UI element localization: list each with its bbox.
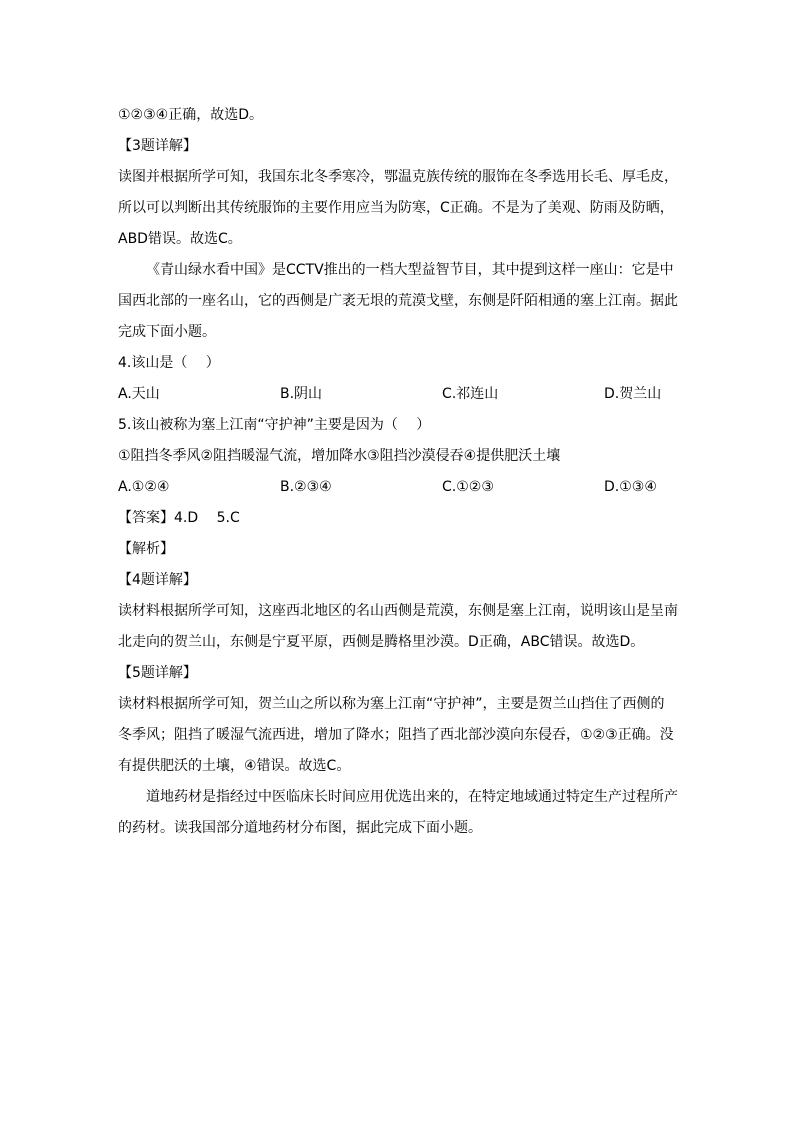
text-line: 所以可以判断出其传统服饰的主要作用应当为防寒，C正确。不是为了美观、防雨及防晒， [118,200,674,216]
section-heading-q5: 【5题详解】 [118,665,197,681]
text-line: 北走向的贺兰山，东侧是宁夏平原，西侧是腾格里沙漠。D正确，ABC错误。故选D。 [118,634,645,650]
option-d: D.贺兰山 [604,386,662,402]
option-b: B.阴山 [280,386,323,402]
question-5-stem: 5.该山被称为塞上江南“守护神”主要是因为（ ） [118,417,431,433]
question-4-stem: 4.该山是（ ） [118,355,220,371]
text-line: 读图并根据所学可知，我国东北冬季寒冷，鄂温克族传统的服饰在冬季选用长毛、厚毛皮， [118,169,678,185]
answer-line: 【答案】4.D 5.C [118,510,240,526]
question-5-options [118,472,684,503]
analysis-heading: 【解析】 [118,541,174,557]
section-heading-q4: 【4题详解】 [118,572,197,588]
text-line: 冬季风；阻挡了暖湿气流西进，增加了降水；阻挡了西北部沙漠向东侵吞，①②③正确。没 [118,727,674,743]
passage-line: 道地药材是指经过中医临床长时间应用优选出来的，在特定地域通过特定生产过程所产 [146,789,678,805]
option-a: A.天山 [118,386,160,402]
text-line: ABD错误。故选C。 [118,231,242,247]
option-a: A.①②④ [118,479,170,495]
passage-line: 《青山绿水看中国》是CCTV推出的一档大型益智节目，其中提到这样一座山：它是中 [146,262,674,278]
text-line: 有提供肥沃的土壤，④错误。故选C。 [118,758,351,774]
section-heading-q3: 【3题详解】 [118,138,197,154]
option-c: C.①②③ [442,479,494,495]
option-c: C.祁连山 [442,386,499,402]
passage-line: 完成下面小题。 [118,324,216,340]
text-line: 读材料根据所学可知，这座西北地区的名山西侧是荒漠，东侧是塞上江南，说明该山是呈南 [118,603,678,619]
question-5-statements: ①阻挡冬季风②阻挡暖湿气流，增加降水③阻挡沙漠侵吞④提供肥沃土壤 [118,448,561,464]
question-4-options [118,379,684,410]
text-line: 读材料根据所学可知，贺兰山之所以称为塞上江南“守护神”，主要是贺兰山挡住了西侧的 [118,696,665,712]
passage-line: 的药材。读我国部分道地药材分布图，据此完成下面小题。 [118,820,482,836]
option-d: D.①③④ [604,479,657,495]
text-line: ①②③④正确，故选D。 [118,107,263,123]
passage-line: 国西北部的一座名山，它的西侧是广袤无垠的荒漠戈壁，东侧是阡陌相通的塞上江南。据此 [118,293,678,309]
option-b: B.②③④ [280,479,332,495]
document-body [118,100,684,844]
